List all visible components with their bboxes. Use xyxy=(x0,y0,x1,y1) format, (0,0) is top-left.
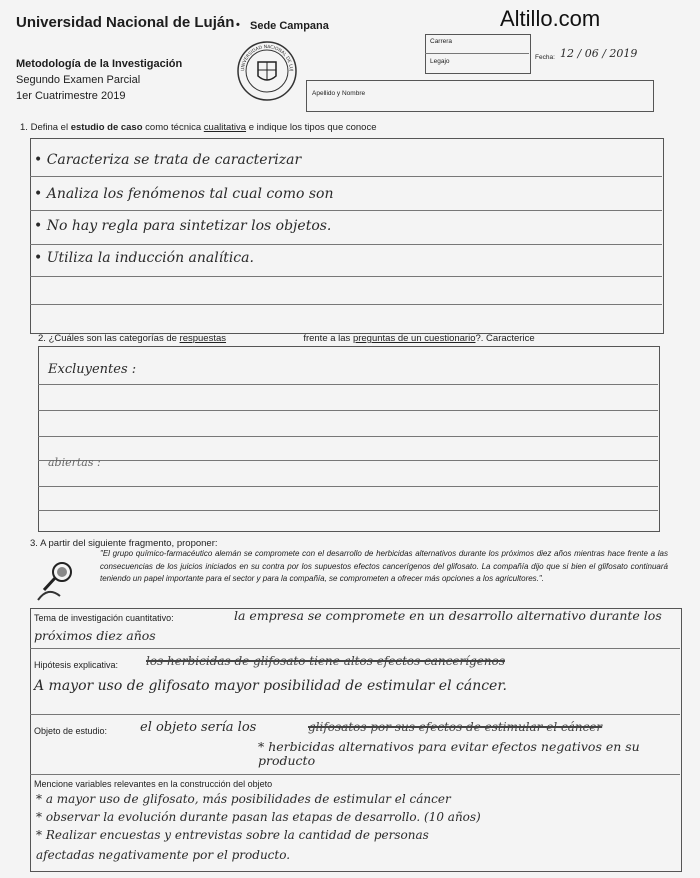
q2-text-b: frente a las xyxy=(303,333,351,344)
q2-number: 2. xyxy=(38,333,46,344)
fecha-label: Fecha: xyxy=(535,54,555,61)
q3-quote: "El grupo químico-farmacéutico alemán se compromete con el desarrollo de herbicidas alternativos durante los próximos diez años mientras hace frente a las consecuencias de los juicios iniciados en su contra por los supuestos efectos cancerígenos del glifosato. La compañía dijo que si bien el glifosato continuará teniendo un papel importante para el sector y para la compañía, se comprometen a ofrecer más opciones a los agricultores.". xyxy=(100,549,668,583)
hipotesis-struck: los herbicidas de glifosato tiene altos efectos cancerígenos xyxy=(146,654,505,668)
hipotesis-label: Hipótesis explicativa: xyxy=(34,660,119,670)
q2-answer-2: abiertas : xyxy=(48,456,101,469)
hipotesis-answer: A mayor uso de glifosato mayor posibilidad de estimular el cáncer. xyxy=(34,678,507,694)
q2-emph-preguntas: preguntas de un cuestionario xyxy=(352,333,476,344)
watermark: Altillo.com xyxy=(500,6,601,31)
q3-title: A partir del siguiente fragmento, proponer: xyxy=(40,538,218,549)
q2-prompt xyxy=(38,333,535,344)
tema-label: Tema de investigación cuantitativo: xyxy=(34,613,174,623)
seal-text: UNIVERSIDAD NACIONAL DE LUJ xyxy=(240,44,294,72)
variables-label: Mencione variables relevantes en la construcción del objeto xyxy=(34,779,273,789)
q1-answer-4: • Utiliza la inducción analítica. xyxy=(34,250,254,266)
objeto-answer-a: el objeto sería los xyxy=(140,720,257,735)
q1-prompt xyxy=(20,122,377,133)
course-title: Metodología de la Investigación xyxy=(16,58,183,70)
q1-answer-1: • Caracteriza se trata de caracterizar xyxy=(34,152,302,168)
q2-answer-1: Excluyentes : xyxy=(48,362,137,377)
q1-answer-3: • No hay regla para sintetizar los objetos. xyxy=(34,218,332,234)
exam-title: Segundo Examen Parcial xyxy=(16,74,141,86)
variable-1: * a mayor uso de glifosato, más posibilidades de estimular el cáncer xyxy=(36,792,451,806)
detective-icon xyxy=(28,556,88,606)
header-bullet: • xyxy=(236,19,240,31)
objeto-label: Objeto de estudio: xyxy=(34,726,108,736)
q1-text-mid: como técnica xyxy=(145,122,202,133)
objeto-answer-b: * herbicidas alternativos para evitar efectos negativos en su producto xyxy=(258,739,640,768)
sede-label: Sede Campana xyxy=(250,20,329,32)
university-seal xyxy=(236,40,298,102)
carrera-label: Carrera xyxy=(430,38,453,45)
q1-text-pre: Defina el xyxy=(30,122,69,133)
q1-text-post: e indique los tipos que conoce xyxy=(248,122,377,133)
q3-number: 3. xyxy=(30,538,38,549)
term-label: 1er Cuatrimestre 2019 xyxy=(16,90,126,102)
q2-text-a: ¿Cuáles son las categorías de xyxy=(48,333,177,344)
legajo-label: Legajo xyxy=(430,58,450,65)
q1-answer-2: • Analiza los fenómenos tal cual como son xyxy=(34,186,334,202)
variable-3: * Realizar encuestas y entrevistas sobre la cantidad de personas xyxy=(36,828,429,842)
q1-emph-estudio: estudio de caso xyxy=(70,122,143,133)
q1-emph-cualitativa: cualitativa xyxy=(203,122,247,133)
q2-emph-respuestas: respuestas xyxy=(179,333,227,344)
svg-text:UNIVERSIDAD NACIONAL DE LUJÁN xyxy=(236,40,294,71)
q2-text-c: ?. Caracterice xyxy=(475,333,535,344)
variable-4: afectadas negativamente por el producto. xyxy=(36,848,291,862)
variable-2: * observar la evolución durante pasan las etapas de desarrollo. (10 años) xyxy=(36,810,481,824)
tema-answer: la empresa se compromete en un desarrollo alternativo durante los próximos diez años xyxy=(34,608,662,643)
fecha-value: 12 / 06 / 2019 xyxy=(560,47,638,60)
objeto-struck: glifosatos por sus efectos de estimular el cáncer xyxy=(308,720,603,734)
university-name: Universidad Nacional de Luján xyxy=(16,14,235,31)
apellido-label: Apellido y Nombre xyxy=(312,90,366,97)
q1-number: 1. xyxy=(20,122,28,133)
